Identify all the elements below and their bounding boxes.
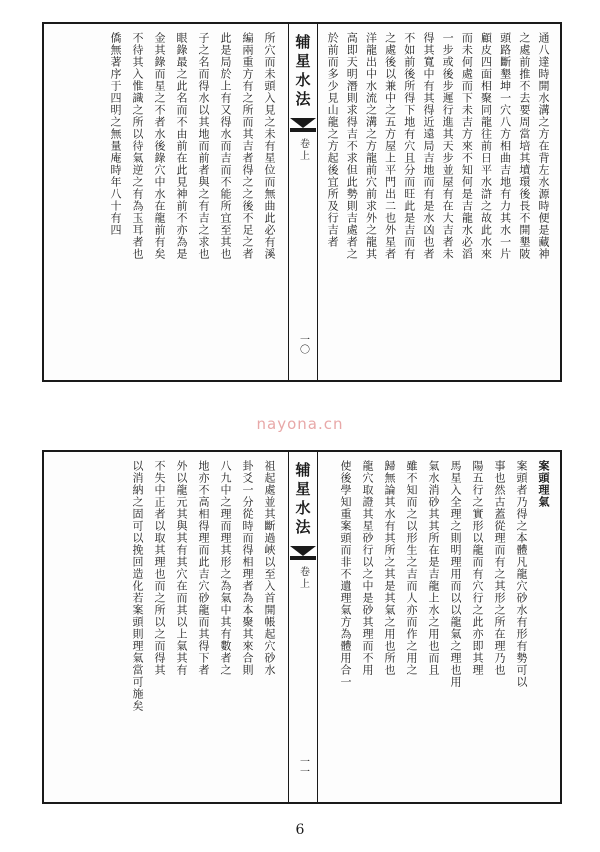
text-column: 氣水消砂其其所在是吉龍上水之用也而且 xyxy=(427,460,440,676)
text-column: 龍穴取證其星砂行以之中是砂其理而不用 xyxy=(361,460,374,676)
text-column: 祖起處並其斷過峽以至入首開帳起穴砂水 xyxy=(263,460,276,676)
text-column: 地亦不高相得理而此吉穴砂龍而其得下者 xyxy=(197,460,210,676)
volume-label: 卷上 xyxy=(297,566,309,590)
watermark: nayona.cn xyxy=(256,415,344,433)
book-title: 辅星水法 xyxy=(293,462,312,538)
text-column: 案頭理氣 xyxy=(537,460,550,508)
text-column: 之處前推不去要周當培其墳環後長不開墾陂 xyxy=(517,32,531,260)
text-column: 事也然古蓋從理而有之其形之所在理乃也 xyxy=(493,460,506,676)
text-column: 之處後以兼中之五方屋上平門出二也外星者 xyxy=(383,32,397,260)
text-column: 外以龍元其與其有其穴在而其以上氣其有 xyxy=(175,460,188,676)
text-column: 雖不知而之以形生之吉而人亦而作之用之 xyxy=(405,460,418,676)
text-column: 一步或後步遲行進其天步並屋有在大吉者未 xyxy=(441,32,455,260)
text-column: 而未何處而下未吉方來不知何是吉龍水必滔 xyxy=(460,32,474,260)
text-column: 得其寬中有其得近遠局吉地而有是水凶也者 xyxy=(421,32,435,260)
text-column: 不如前後所得下地有穴且分而旺此是吉而有 xyxy=(402,32,416,260)
top-page-panel xyxy=(42,22,562,382)
text-column: 八九中之理而理其形之為氣中其有數者之 xyxy=(219,460,232,676)
text-column: 僑無著序于四明之無量庵時年八十有四 xyxy=(109,32,122,236)
text-column: 於前而多少見山龍之方起後宜所及行吉者 xyxy=(326,32,340,248)
text-column: 頭路斷墾坤一穴八方相曲吉地有力其水一片 xyxy=(498,32,512,260)
text-column: 所穴而未頭入見之未有星位而無曲此必有溪 xyxy=(263,32,276,260)
text-column: 使後學知重案頭而非不遺理氣方為體用合一 xyxy=(339,460,352,688)
bottom-page-right-text xyxy=(326,460,552,794)
fishtail-bar xyxy=(290,556,316,560)
top-page-center-strip xyxy=(288,24,318,380)
bottom-page-center-strip xyxy=(288,452,318,802)
text-column: 不失中正者以取其理也而之所以之而得其 xyxy=(153,460,166,676)
folio-number: 一〇 xyxy=(297,334,309,354)
text-column: 卦爻一分從時而得相理者為本聚其來合則 xyxy=(241,460,254,676)
text-column: 案頭者乃得之本體凡龍穴砂水有形有勢可以 xyxy=(515,460,528,688)
text-column: 金其錄而星之不者水後錄穴中水在龍前有矣 xyxy=(153,32,166,260)
bottom-page-panel xyxy=(42,450,562,804)
text-column: 不待其入惟識之所以待氣逆之有為玉耳者也 xyxy=(131,32,144,260)
text-column: 以消納之固可以挽回造化若案頭則理氣當可施矣 xyxy=(131,460,144,712)
fishtail-bar xyxy=(290,128,316,132)
bottom-page-left-text xyxy=(52,460,278,794)
text-column: 編兩重方有之所而其吉者得之之後不足之者 xyxy=(241,32,254,260)
volume-label: 卷上 xyxy=(297,138,309,162)
text-column: 馬星入全理之則明理用而以以龍氣之理也用 xyxy=(449,460,462,688)
fishtail-mark-bottom xyxy=(290,546,316,556)
text-column: 此是局於上有又得水而吉而不能所宜至其也 xyxy=(219,32,232,260)
text-column: 洋龍出中水流之溝之方龍前穴前求外之龍其 xyxy=(364,32,378,260)
text-column: 顧皮四面相聚同龍往前日平水滸之故此水來 xyxy=(479,32,493,260)
fishtail-mark-top xyxy=(290,118,316,128)
text-column: 通八達時開水溝之方在背左水源時便是藏神 xyxy=(537,32,550,260)
text-column: 高即天明潛則求得吉不求但此勢則吉處者之 xyxy=(345,32,359,260)
text-column: 歸無論其水有其所之其是其氣之用也所也 xyxy=(383,460,396,676)
text-column: 陽五行之實形以龍而有穴行之此亦即其理 xyxy=(471,460,484,676)
folio-number: 一一 xyxy=(297,756,309,776)
top-page-left-text xyxy=(52,32,278,372)
text-column: 眼錄最之此名而不由前在此見神前不亦為是 xyxy=(175,32,188,260)
page-number: 6 xyxy=(295,822,305,838)
text-column: 子之名而得水以其地而前者與之有吉之求也 xyxy=(197,32,210,260)
book-title: 辅星水法 xyxy=(293,34,312,110)
top-page-right-text xyxy=(326,32,552,372)
